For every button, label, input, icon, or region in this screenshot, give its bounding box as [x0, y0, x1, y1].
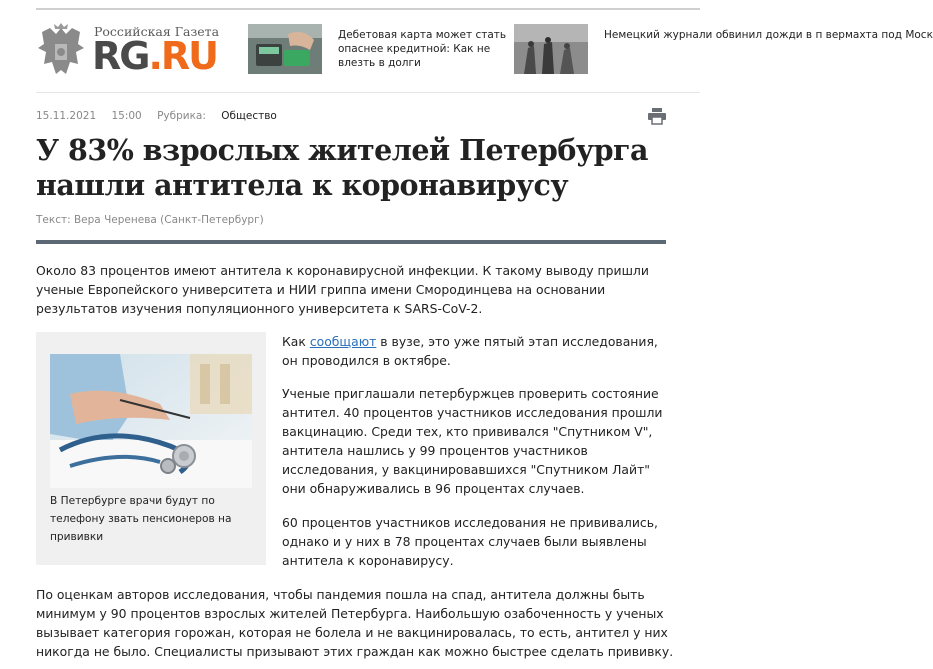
paragraph-text: Как — [282, 334, 310, 349]
paragraph-text: в вузе, это уже пятый этап исследования, он проводился в октябре. — [282, 334, 658, 368]
article-photo-figure — [36, 332, 266, 565]
article-paragraph: Ученые приглашали петербуржцев проверить состояние антител. 40 процентов участников исследования прошли вакцинацию. Среди тех, кто прививался "Спутником V", антитела нашлись у 99 процентов участников исследования, у вакцинировавшихся "Спутником Лайт" они обнаруживались в 96 процентах случаев. — [282, 386, 663, 496]
source-link[interactable]: сообщают — [309, 334, 377, 349]
brand-mark-rg: RG — [92, 34, 149, 78]
header-news-link[interactable]: Немецкий журнали обвинил дожди в п вермахта под Моск — [604, 29, 933, 41]
site-header — [36, 8, 933, 93]
rubric-link[interactable]: Общество — [221, 110, 277, 122]
header-news-link[interactable]: Дебетовая карта может стать опаснее кредитной: Как не влезть в долги — [338, 29, 507, 69]
brand-name: Российская Газета — [94, 24, 220, 39]
rubric-label: Рубрика: — [157, 110, 206, 122]
news-thumbnail-historical-photo[interactable] — [514, 24, 588, 74]
news-thumbnail-card-payment[interactable] — [248, 24, 322, 74]
site-logo[interactable] — [36, 20, 220, 84]
article-date: 15.11.2021 — [36, 110, 97, 122]
article-author: Текст: Вера Черенева (Санкт-Петербург) — [36, 214, 264, 226]
header-news-card[interactable] — [514, 24, 933, 80]
article-paragraph: По оценкам авторов исследования, чтобы пандемия пошла на спад, антитела должны быть минимум у 90 процентов взрослых жителей Петербурга. Наибольшую озабоченность у ученых вызывает категория горожан, которая не болела и не вакцинировалась, то есть, антител у них никогда не было. Специалисты призывают этих граждан как можно быстрее сделать прививку. — [36, 587, 674, 659]
article-photo-doctor-stethoscope[interactable] — [50, 354, 252, 488]
title-divider — [36, 240, 666, 244]
article-paragraph: 60 процентов участников исследования не прививались, однако и у них в 78 процентах случаев были выявлены антитела к коронавирусу. — [282, 515, 658, 568]
article-rubric — [157, 110, 289, 122]
brand-mark — [92, 34, 217, 78]
printer-icon[interactable] — [648, 108, 666, 124]
article-time: 15:00 — [111, 110, 142, 122]
article-title: У 83% взрослых жителей Петербурга нашли антитела к коронавирусу — [36, 133, 648, 202]
article-meta — [36, 110, 301, 122]
brand-mark-dot: . — [148, 34, 161, 78]
brand-mark-ru: RU — [160, 34, 218, 78]
article-paragraph — [282, 332, 668, 370]
article-paragraph: Около 83 процентов имеют антитела к коронавирусной инфекции. К такому выводу пришли ученые Европейского университета и НИИ гриппа имени Смородинцева на основании результатов изучения популяционного университета к SARS-CoV-2. — [36, 263, 649, 316]
header-news-card[interactable] — [248, 24, 510, 80]
photo-caption: В Петербурге врачи будут по телефону звать пенсионеров на прививки — [50, 495, 232, 543]
eagle-emblem-icon — [36, 22, 86, 80]
